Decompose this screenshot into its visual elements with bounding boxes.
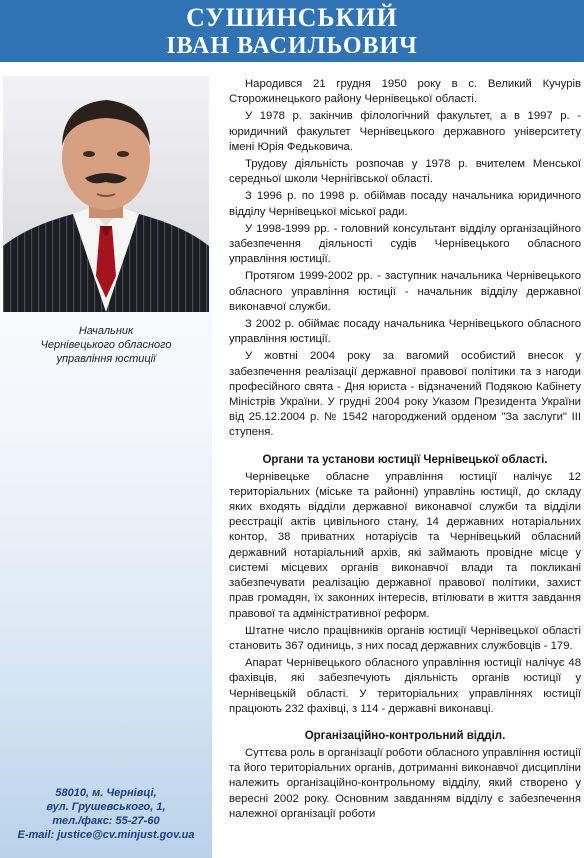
section-paragraph: Чернівецьке обласне управління юстиції налічує 12 територіальних (міське та районні) управлінь юстиції, до складу яких входять відділи державної виконавчої служби та відділи реєстрації актів цивільного стану, 14 державних нотаріальних контор, 38 приватних нотаріусів та Чернівецький обласний державний нотаріальний архів, які займають провідне місце у системі місцевих органів виконавчої влади та покликані забезпечувати реалізацію державної правової політики, захист прав громадян, їх законних інтересів, втілювати в життя завдання правової та адміністративної реформ. (229, 470, 581, 620)
bio-paragraph: Трудову діяльність розпочав у 1978 р. вчителем Менської середньої школи Чернігівської області. (229, 158, 581, 186)
section-paragraph: Апарат Чернівецького обласного управління юстиції налічує 48 фахівців, які забезпечують діяльність органів юстиції у Чернівецькій області. У територіальних управліннях юстиції працюють 232 фахівці, з 114 - державні виконавці. (229, 657, 581, 715)
bio-paragraph: У жовтні 2004 року за вагомий особистий внесок у забезпечення реалізації державної правової політики та з нагоди професійного свята - Дня юриста - відзначений Подякою Кабінету Міністрів України. У грудні 2004 року Указом Президента України від 25.12.2004 р. № 1542 нагороджений орденом "За заслуги" III ступеня. (229, 350, 581, 439)
caption-line: управління юстиції (56, 353, 156, 365)
contact-line: тел./факс: 55-27-60 (52, 815, 160, 827)
section-paragraph: Штатне число працівників органів юстиції Чернівецької області становить 367 одиниць, з них посад державних службовців - 179. (229, 624, 581, 652)
name-given: ІВАН ВАСИЛЬОВИЧ (166, 33, 418, 59)
caption-line: Начальник (78, 325, 134, 337)
bio-paragraph: З 2002 р. обіймає посаду начальника Чернівецького обласного управління юстиції. (229, 318, 581, 346)
contact-line: вул. Грушевського, 1, (46, 801, 166, 813)
portrait-photo (3, 76, 209, 312)
caption-line: Чернівецького обласного (40, 339, 172, 351)
contact-line: 58010, м. Чернівці, (55, 787, 157, 799)
bio-paragraph: Протягом 1999-2002 рр. - заступник начальника Чернівецького обласного управління юстиції - начальник відділу державної виконавчої служби. (229, 270, 581, 313)
bio-paragraph: Народився 21 грудня 1950 року в с. Великий Кучурів Сторожинецького району Чернівецької області. (229, 78, 581, 106)
contact-block (0, 786, 212, 842)
main-text (229, 77, 581, 824)
bio-paragraph: У 1998-1999 рр. - головний консультант відділу організаційного забезпечення діяльності судів Чернівецького обласного управління юстиції. (229, 222, 581, 266)
section-paragraph: Суттєва роль в організації роботи обласного управління юстиції та його територіальних органів, дотриманні виконавчої дисципліни належить організаційно-контрольному відділу, який створено у вересні 2002 року. Основним завданням відділу є забезпечення належної організації роботи (229, 746, 581, 820)
bio-paragraph: З 1996 р. по 1998 р. обіймав посаду начальника юридичного відділу Чернівецької міської ради. (229, 190, 581, 218)
name-surname: СУШИНСЬКИЙ (186, 3, 398, 32)
contact-email: E-mail: justice@cv.minjust.gov.ua (17, 829, 195, 841)
portrait-caption (0, 324, 212, 366)
title-banner (0, 0, 584, 62)
section-heading: Органи та установи юстиції Чернівецької області. (262, 453, 548, 466)
bio-paragraph: У 1978 р. закінчив філологічний факультет, а в 1997 р. - юридичний факультет Чернівецького державного університету імені Юрія Федьковича. (229, 110, 581, 153)
section-heading: Організаційно-контрольний відділ. (304, 729, 506, 742)
